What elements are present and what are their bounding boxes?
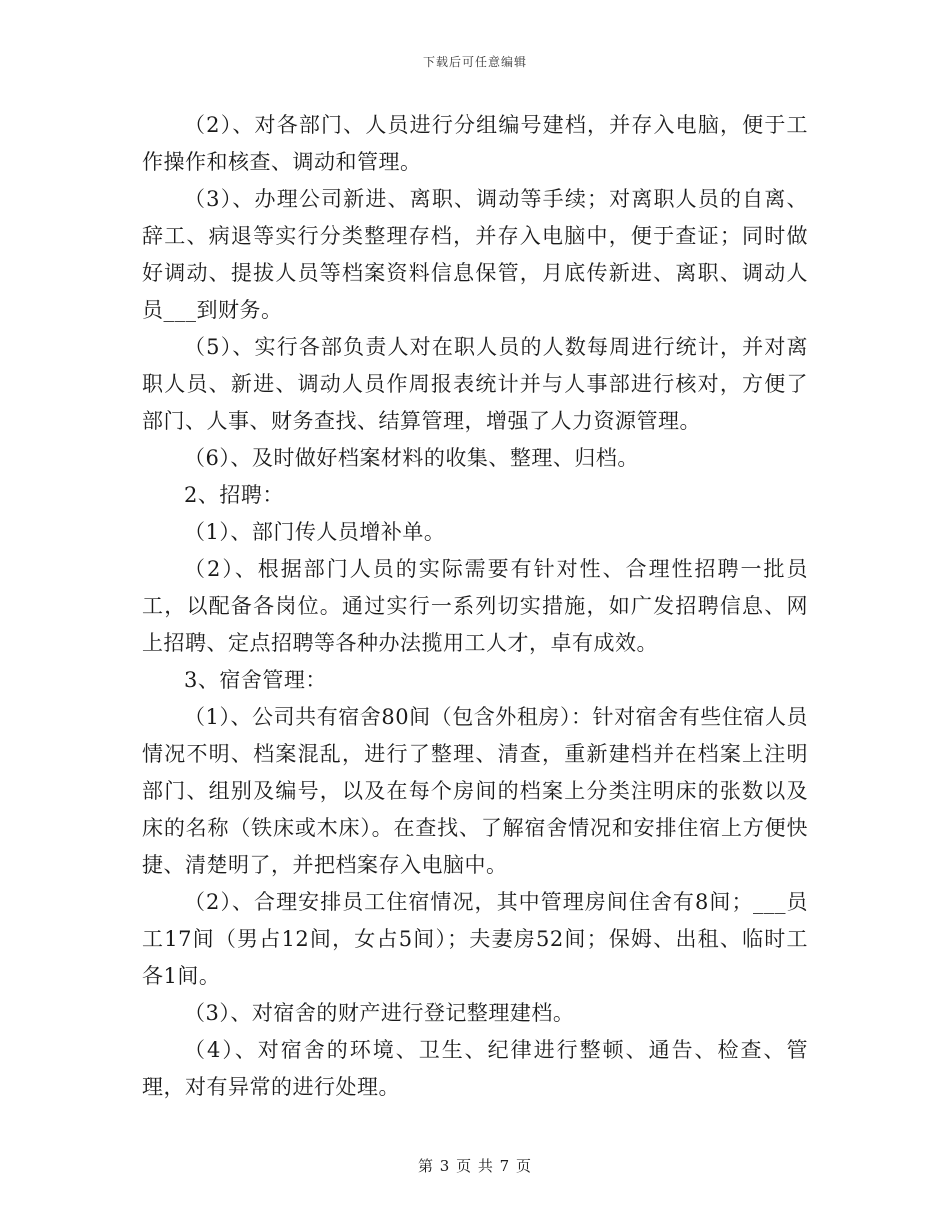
- page-header: 下载后可任意编辑: [422, 55, 527, 69]
- paragraph-staff-request: （1）、部门传人员增补单。: [184, 520, 446, 544]
- paragraph-environment-management: （4）、对宿舍的环境、卫生、纪律进行整顿、通告、检查、管理，对有异常的进行处理。: [142, 1038, 808, 1099]
- paragraph-onboarding-procedures: （3）、办理公司新进、离职、调动等手续；对离职人员的自离、辞工、病退等实行分类整理存档，并存入电脑中，便于查证；同时做好调动、提拔人员等档案资料信息保管，月底传新进、离职、调动人员___到财务。: [142, 187, 808, 322]
- paragraph-archive-filing: （6）、及时做好档案材料的收集、整理、归档。: [184, 446, 639, 470]
- paragraph-property-registration: （3）、对宿舍的财产进行登记整理建档。: [184, 1001, 575, 1025]
- section-heading-recruitment: 2、招聘：: [184, 483, 284, 507]
- paragraph-room-allocation: （2）、合理安排员工住宿情况，其中管理房间住舍有8间；___员工17间（男占12间，女占5间）；夫妻房52间；保姆、出租、临时工各1间。: [142, 890, 808, 988]
- page-number: 第 3 页 共 7 页: [418, 1157, 532, 1175]
- paragraph-dormitory-count: （1）、公司共有宿舍80间（包含外租房）：针对宿舍有些住宿人员情况不明、档案混乱，进行了整理、清查，重新建档并在档案上注明部门、组别及编号，以及在每个房间的档案上分类注明床的张数以及床的名称（铁床或木床）。在查找、了解宿舍情况和安排住宿上方便快捷、清楚明了，并把档案存入电脑中。: [142, 705, 808, 877]
- document-body: [142, 107, 808, 1106]
- paragraph-weekly-statistics: （5）、实行各部负责人对在职人员的人数每周进行统计，并对离职人员、新进、调动人员作周报表统计并与人事部进行核对，方便了部门、人事、财务查找、结算管理，增强了人力资源管理。: [142, 335, 808, 433]
- section-heading-dormitory: 3、宿舍管理：: [184, 668, 327, 692]
- paragraph-recruitment-measures: （2）、根据部门人员的实际需要有针对性、合理性招聘一批员工，以配备各岗位。通过实行一系列切实措施，如广发招聘信息、网上招聘、定点招聘等各种办法揽用工人才，卓有成效。: [142, 557, 808, 655]
- paragraph-dept-archive: （2）、对各部门、人员进行分组编号建档，并存入电脑，便于工作操作和核查、调动和管理。: [142, 113, 808, 174]
